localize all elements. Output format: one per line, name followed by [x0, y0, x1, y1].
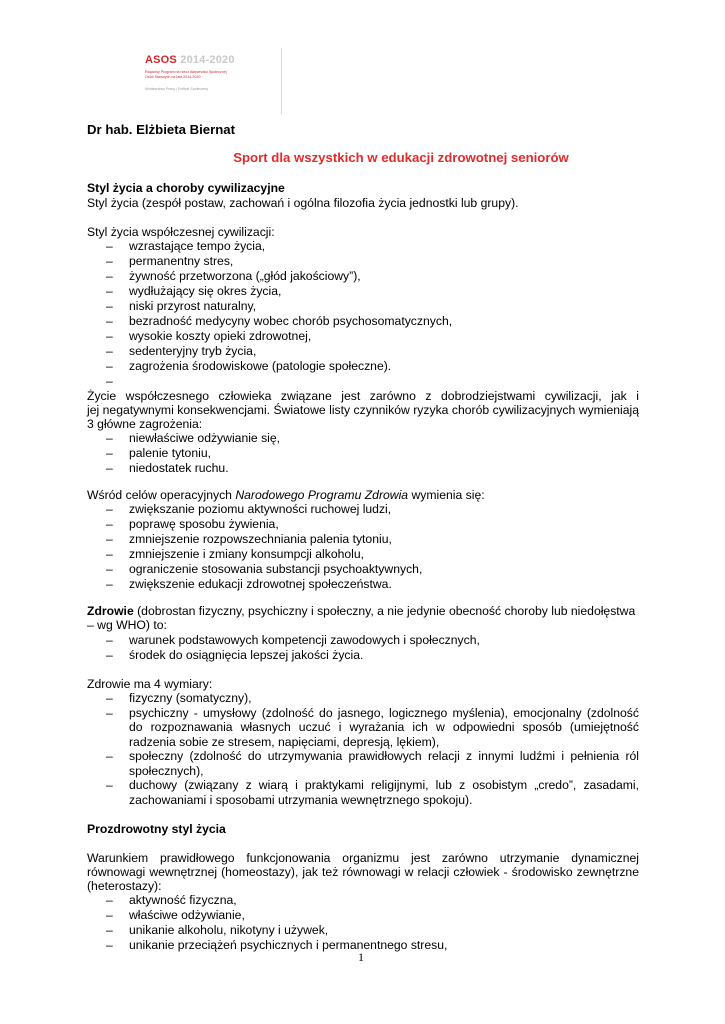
- logo-subtitle-line: Osób Starszych na lata 2014-2020: [145, 74, 201, 79]
- paragraph-line: jej negatywnymi konsekwencjami. Światowe listy czynników ryzyka chorób cywilizacyjnych wymieniają: [87, 403, 639, 417]
- health-definition-line: – wg WHO) to:: [87, 618, 167, 632]
- document-title: Sport dla wszystkich w edukacji zdrowotnej seniorów: [233, 150, 569, 165]
- author-name: Dr hab. Elżbieta Biernat: [87, 122, 236, 137]
- goals-intro: [87, 488, 485, 503]
- list-item: żywność przetworzona („głód jakościowy”),: [129, 269, 361, 283]
- paragraph-line: 3 główne zagrożenia:: [87, 417, 203, 431]
- logo-title: [145, 54, 235, 66]
- list-item: palenie tytoniu,: [129, 446, 211, 460]
- list-bullet: –: [106, 547, 113, 561]
- list-bullet: –: [106, 778, 113, 792]
- list-bullet: –: [106, 517, 113, 531]
- paragraph-line: (heterostazy):: [87, 879, 162, 893]
- list-item: zmniejszenie i zmiany konsumpcji alkoholu,: [129, 547, 365, 561]
- list-bullet: –: [106, 461, 113, 475]
- list-bullet: –: [106, 284, 113, 298]
- section-heading: Styl życia a choroby cywilizacyjne: [87, 181, 285, 195]
- list-bullet: –: [106, 329, 113, 343]
- list-bullet: –: [106, 446, 113, 460]
- list-item: niedostatek ruchu.: [129, 461, 229, 475]
- health-definition-line: [87, 604, 635, 619]
- list-bullet: –: [106, 254, 113, 268]
- logo-subtitle-line: Rządowy Program na rzecz Aktywności Społecznej: [145, 70, 227, 74]
- list-bullet: –: [106, 344, 113, 358]
- list-item: poprawę sposobu żywienia,: [129, 517, 279, 531]
- list-bullet: –: [106, 705, 113, 720]
- list-bullet: –: [106, 633, 113, 647]
- list-item: unikanie alkoholu, nikotyny i używek,: [129, 923, 329, 937]
- goals-intro-suffix: wymienia się:: [408, 488, 485, 502]
- health-dimension-line: społecznych),: [129, 763, 204, 778]
- list-item: ograniczenie stosowania substancji psychoaktywnych,: [129, 562, 423, 576]
- list-bullet: –: [106, 502, 113, 516]
- list-bullet: –: [106, 749, 113, 763]
- list-item: wydłużający się okres życia,: [129, 284, 282, 298]
- paragraph-line: Warunkiem prawidłowego funkcjonowania organizmu jest zarówno utrzymanie dynamicznej: [87, 851, 639, 865]
- health-term: Zdrowie: [87, 604, 134, 618]
- list-bullet: –: [106, 577, 113, 591]
- health-dimension-line: do rozpoznawania własnych uczuć i wyrażania ich w odpowiedni sposób (umiejętność: [129, 720, 639, 734]
- health-dimension-line: psychiczny - umysłowy (zdolność do jasnego, logicznego myślenia), emocjonalny (zdolność: [129, 705, 639, 720]
- logo-title-red: ASOS: [145, 54, 177, 66]
- list-bullet: –: [106, 374, 113, 388]
- health-dimension-line: radzenia sobie ze stresem, napięciami, depresją, lękiem),: [129, 734, 440, 749]
- list-bullet: –: [106, 239, 113, 253]
- list-item: zwiększenie edukacji zdrowotnej społeczeństwa.: [129, 577, 392, 591]
- health-dimensions-intro: Zdrowie ma 4 wymiary:: [87, 677, 213, 691]
- list-item: unikanie przeciążeń psychicznych i permanentnego stresu,: [129, 938, 448, 952]
- section-heading: Prozdrowotny styl życia: [87, 822, 226, 836]
- list-bullet: –: [106, 562, 113, 576]
- list-item: bezradność medycyny wobec chorób psychosomatycznych,: [129, 314, 453, 328]
- list-item: sedenteryjny tryb życia,: [129, 344, 257, 358]
- logo-ministry: Ministerstwo Pracy i Polityki Społecznej: [145, 87, 208, 91]
- paragraph-line: równowagi wewnętrznej (homeostazy), jak też równowagi w relacji człowiek - środowisko zewnętrzne: [87, 865, 639, 879]
- logo-title-gray: 2014-2020: [180, 54, 235, 66]
- health-dimension-line: fizyczny (somatyczny),: [129, 691, 252, 705]
- list-item: właściwe odżywianie,: [129, 908, 245, 922]
- list-item: wysokie koszty opieki zdrowotnej,: [129, 329, 312, 343]
- list-item: warunek podstawowych kompetencji zawodowych i społecznych,: [129, 633, 480, 647]
- lifestyle-definition: Styl życia (zespół postaw, zachowań i ogólna filozofia życia jednostki lub grupy).: [87, 196, 519, 210]
- paragraph-line: Życie współczesnego człowieka związane jest zarówno z dobrodziejstwami cywilizacji, jak i: [87, 389, 639, 403]
- list-item: niski przyrost naturalny,: [129, 299, 257, 313]
- list-bullet: –: [106, 269, 113, 283]
- list-bullet: –: [106, 299, 113, 313]
- health-definition-text: (dobrostan fizyczny, psychiczny i społeczny, a nie jedynie obecność choroby lub niedołęstwa: [133, 604, 636, 618]
- health-dimension-line: zachowaniami i sposobami utrzymania wewnętrznego spokoju).: [129, 792, 473, 807]
- list-bullet: –: [106, 648, 113, 662]
- list-bullet: –: [106, 359, 113, 373]
- lifestyle-intro: Styl życia współczesnej cywilizacji:: [87, 225, 275, 239]
- list-bullet: –: [106, 314, 113, 328]
- list-bullet: –: [106, 431, 113, 445]
- list-bullet: –: [106, 923, 113, 937]
- health-dimension-line: duchowy (związany z wiarą i praktykami religijnymi, lub z osobistym „credo”, zasadami,: [129, 778, 639, 792]
- list-bullet: –: [106, 691, 113, 705]
- list-bullet: –: [106, 908, 113, 922]
- list-item: zwiększanie poziomu aktywności ruchowej ludzi,: [129, 502, 392, 516]
- list-item: zmniejszenie rozpowszechniania palenia tytoniu,: [129, 532, 392, 546]
- health-dimension-line: społeczny (zdolność do utrzymywania prawidłowych relacji z innymi ludźmi i pełnienia ról: [129, 749, 639, 763]
- list-item: permanentny stres,: [129, 254, 234, 268]
- asos-logo: [112, 48, 282, 114]
- list-item: środek do osiągnięcia lepszej jakości życia.: [129, 648, 364, 662]
- list-item: zagrożenia środowiskowe (patologie społeczne).: [129, 359, 392, 373]
- list-bullet: –: [106, 938, 113, 952]
- page-number: 1: [358, 950, 364, 964]
- program-name: Narodowego Programu Zdrowia: [235, 488, 409, 502]
- goals-intro-prefix: Wśród celów operacyjnych: [87, 488, 236, 502]
- list-bullet: –: [106, 893, 113, 907]
- list-item: niewłaściwe odżywianie się,: [129, 431, 281, 445]
- list-item: wzrastające tempo życia,: [129, 239, 266, 253]
- list-item: aktywność fizyczna,: [129, 893, 237, 907]
- list-bullet: –: [106, 532, 113, 546]
